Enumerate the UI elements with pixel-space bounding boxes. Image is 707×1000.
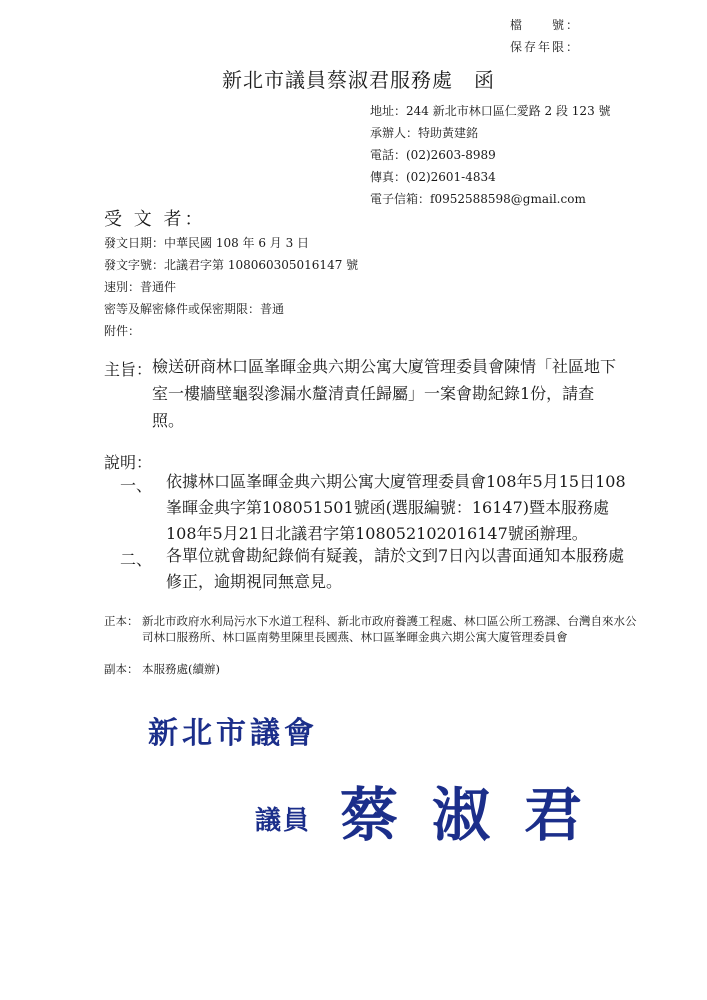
delivery-speed: 速別：普通件 (104, 280, 177, 294)
original-recipients: 新北市政府水利局污水下水道工程科、新北市政府養護工程處、林口區公所工務課、台灣自來水公司林口服務所、林口區南勢里陳里長國燕、林口區峯暉金典六期公寓大廈管理委員會 (142, 614, 637, 644)
attachment-label: 附件： (104, 324, 141, 338)
meta-block (104, 232, 358, 342)
explanation-item-number: 一、 (120, 476, 153, 495)
explanation-item-text: 各單位就會勘紀錄倘有疑義，請於文到7日內以書面通知本服務處修正，逾期視同無意見。 (166, 546, 625, 591)
contact-email: 電子信箱：f0952588598@gmail.com (370, 192, 586, 206)
document-title: 新北市議員蔡淑君服務處 函 (222, 68, 495, 92)
councilor-name-stamp: 蔡淑君 (340, 781, 617, 849)
copy-recipients: 本服務處(續辦) (142, 662, 220, 676)
file-number-label: 檔 號： (510, 18, 581, 32)
contact-phone: 電話：(02)2603-8989 (370, 148, 496, 162)
original-recipients-label: 正本： (104, 614, 139, 628)
subject-label: 主旨： (104, 360, 153, 379)
explanation-label: 說明： (104, 453, 153, 472)
councilor-title-stamp: 議員 (255, 806, 312, 836)
subject-text: 檢送研商林口區峯暉金典六期公寓大廈管理委員會陳情「社區地下室一樓牆壁龜裂滲漏水釐清責任歸屬」一案會勘紀錄1份，請查照。 (152, 357, 617, 430)
contact-block (370, 100, 611, 210)
issue-date: 發文日期：中華民國 108 年 6 月 3 日 (104, 236, 310, 250)
council-stamp: 新北市議會 (148, 716, 318, 751)
document-number: 發文字號：北議君字第 108060305016147 號 (104, 258, 359, 272)
contact-address: 地址：244 新北市林口區仁愛路 2 段 123 號 (370, 104, 611, 118)
recipient-label: 受 文 者： (104, 209, 206, 230)
retention-period-label: 保存年限： (510, 40, 581, 54)
copy-recipients-label: 副本： (104, 662, 139, 676)
explanation-item-text: 依據林口區峯暉金典六期公寓大廈管理委員會108年5月15日108峯暉金典字第108051501號函(選服編號：16147)暨本服務處108年5月21日北議君字第108052102016147號函辦理。 (166, 472, 626, 543)
contact-fax: 傳真：(02)2601-4834 (370, 170, 496, 184)
contact-handler: 承辦人：特助黃建銘 (370, 126, 479, 140)
explanation-item-number: 二、 (120, 550, 153, 569)
classification: 密等及解密條件或保密期限：普通 (104, 302, 285, 316)
